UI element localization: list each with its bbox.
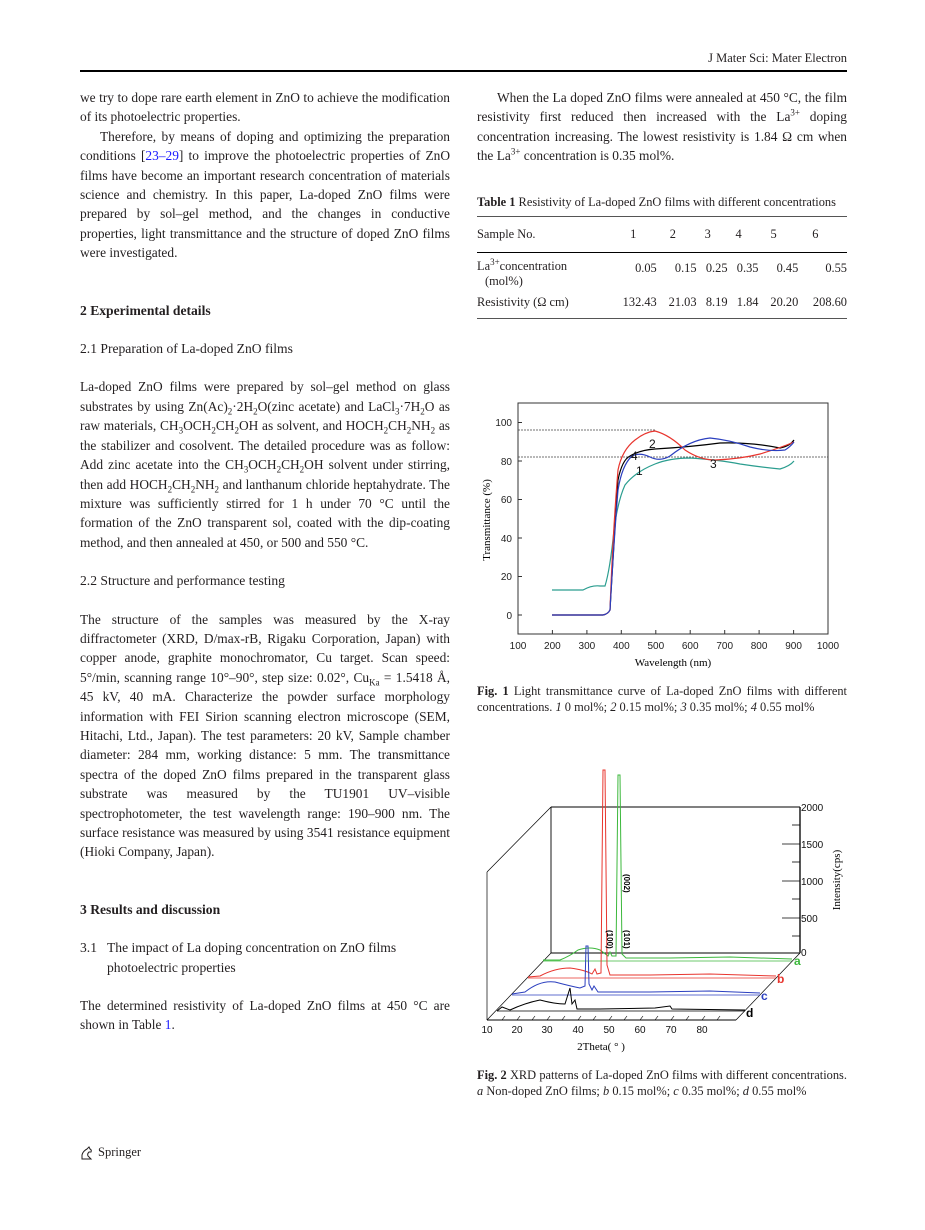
peak-label-002: (002) bbox=[622, 874, 631, 893]
table-row-concentration: $La^{3+}concentration$ (mol%) 0.05 0.15 0.25 0.35 0.45 0.55 bbox=[477, 256, 847, 288]
figure-1-caption: Fig. 1 Light transmittance curve of La-doped ZnO films with different concentrations. 1 0 mol%; 2 0.15 mol%; 3 0.35 mol%; 4 0.55 mol% bbox=[477, 684, 847, 714]
figure-2-caption: Fig. 2 XRD patterns of La-doped ZnO films with different concentrations. a Non-doped ZnO films; b 0.15 mol%; c 0.35 mol%; d 0.55 mol% bbox=[477, 1068, 847, 1098]
svg-text:1000: 1000 bbox=[816, 641, 840, 652]
svg-text:30: 30 bbox=[541, 1025, 553, 1036]
svg-text:0: 0 bbox=[801, 948, 807, 959]
footer bbox=[80, 1145, 141, 1160]
svg-text:50: 50 bbox=[603, 1025, 615, 1036]
journal-header: J Mater Sci: Mater Electron bbox=[708, 51, 847, 65]
section-2-1-paragraph: La-doped ZnO films were prepared by sol–gel method on glass substrates by using $Zn(Ac)_2\cdot 2H_2O(zinc$ acetate) and $LaCl_3\cdot 7H_2O$ as raw materials, $CH_3OCH_2CH_2OH$ as solvent, and $HOCH_2CH_2NH_2$ as the stabilizer and cosolvent. The detailed procedure was as follow: Add zinc acetate into the $CH_3OCH_2CH_2OH$ solvent under stirring, then add $HOCH_2CH_2NH_2$ and lanthanum chloride heptahydrate. The mixture was sufficiently stirred for 1 h under 70 °C until the formation of the ZnO transparent sol, coated with the dip-coating method, and then annealed at 450, or 500 and 550 °C. bbox=[80, 379, 450, 550]
svg-text:40: 40 bbox=[500, 534, 512, 545]
table-header-row: Sample No. 1 2 3 4 5 6 bbox=[477, 217, 847, 252]
table-1-link[interactable]: 1 bbox=[164, 1017, 172, 1033]
section-2-2-paragraph: The structure of the samples was measured by the X-ray diffractometer (XRD, D/max-rB, Rigaku Corporation, Japan) with copper anode, graphite monochromator, Cu target. Scan speed: 5°/min, scanning range 10°–90°, step size: 0.02°, $Cu_{Ka} = 1.5418$ Å, 45 kV, 40 mA. Characterize the powder surface morphology information with FEI Sirion scanning electron microscope (SEM, Hitachi, Ltd., Japan). The test parameters: 20 kV, Sample chamber diameter: 284 mm, working distance: 5 mm. The transmittance spectra of the doped ZnO films prepared in the transparent glass substrate was measured by the TU1901 UV–visible spectrophotometer, the test wavelength range: 190–900 nm. The surface resistance was measured by using 3541 resistance equipment (Hioki Company, Japan). bbox=[80, 611, 450, 860]
section-2-1-heading: 2.1 Preparation of La-doped ZnO films bbox=[80, 341, 293, 357]
svg-text:70: 70 bbox=[665, 1025, 677, 1036]
svg-text:80: 80 bbox=[500, 457, 512, 468]
svg-text:a: a bbox=[794, 954, 801, 968]
springer-horse-icon bbox=[80, 1146, 94, 1160]
figure-1-transmittance-chart bbox=[470, 390, 850, 680]
table-row-resistivity: Resistivity (Ω cm) 132.43 21.03 8.19 1.84 20.20 208.60 bbox=[477, 289, 847, 319]
svg-text:10: 10 bbox=[481, 1025, 493, 1036]
intro-paragraph-1: we try to dope rare earth element in ZnO to achieve the modification of its photoelectric properties. bbox=[80, 90, 450, 125]
svg-text:60: 60 bbox=[500, 495, 512, 506]
svg-text:d: d bbox=[746, 1006, 754, 1020]
svg-text:900: 900 bbox=[785, 641, 802, 652]
fig1-xlabel: Wavelength (nm) bbox=[634, 657, 712, 669]
svg-text:100: 100 bbox=[495, 418, 512, 429]
reference-link-23-29[interactable]: 23–29 bbox=[145, 148, 179, 164]
svg-text:200: 200 bbox=[544, 641, 561, 652]
curve-label-2: 2 bbox=[649, 437, 656, 451]
svg-text:0: 0 bbox=[506, 611, 512, 622]
svg-text:20: 20 bbox=[500, 572, 512, 583]
svg-text:40: 40 bbox=[572, 1025, 584, 1036]
curve-1-icon bbox=[552, 458, 794, 590]
table-1 bbox=[477, 216, 847, 319]
svg-text:600: 600 bbox=[681, 641, 699, 652]
svg-text:100: 100 bbox=[509, 641, 527, 652]
svg-text:500: 500 bbox=[801, 914, 818, 925]
svg-text:c: c bbox=[761, 989, 768, 1003]
intro-paragraph-2: Therefore, by means of doping and optimizing the preparation conditions [23–29] to improve the photoelectric properties of ZnO films have become an important research concentration of materials science and chemistry. In this paper, La-doped ZnO films were prepared by sol–gel method, and the changes in conductive properties, light transmittance and the structure of doped ZnO films were investigated. bbox=[80, 128, 450, 261]
section-2-heading: 2 Experimental details bbox=[80, 302, 211, 318]
svg-text:800: 800 bbox=[750, 641, 768, 652]
svg-text:20: 20 bbox=[511, 1025, 523, 1036]
header-rule bbox=[80, 70, 847, 72]
svg-text:300: 300 bbox=[578, 641, 596, 652]
curve-4-icon bbox=[552, 438, 794, 615]
svg-text:60: 60 bbox=[634, 1025, 646, 1036]
svg-text:500: 500 bbox=[647, 641, 665, 652]
curve-label-3: 3 bbox=[710, 457, 717, 471]
figure-2-xrd-chart bbox=[470, 760, 870, 1060]
svg-text:2000: 2000 bbox=[801, 803, 824, 814]
section-2-2-heading: 2.2 Structure and performance testing bbox=[80, 573, 285, 589]
fig2-xlabel: 2Theta( ° ) bbox=[577, 1041, 625, 1053]
curve-label-4: 4 bbox=[631, 449, 638, 463]
peak-label-100: (100) bbox=[605, 930, 614, 949]
section-3-1-heading: 3.1 The impact of La doping concentration on ZnO films photoelectric properties bbox=[80, 940, 397, 975]
section-3-1-paragraph: The determined resistivity of La-doped ZnO films at 450 °C are shown in Table 1. bbox=[80, 998, 450, 1033]
trace-a-icon bbox=[543, 775, 792, 960]
svg-text:1500: 1500 bbox=[801, 840, 824, 851]
publisher-name: Springer bbox=[98, 1145, 142, 1159]
svg-text:b: b bbox=[777, 972, 785, 986]
svg-text:700: 700 bbox=[716, 641, 734, 652]
fig2-ylabel: Intensity(cps) bbox=[831, 849, 843, 911]
svg-text:400: 400 bbox=[612, 641, 630, 652]
trace-b-icon bbox=[528, 770, 776, 977]
section-3-heading: 3 Results and discussion bbox=[80, 901, 221, 917]
fig1-ylabel: Transmittance (%) bbox=[481, 479, 493, 561]
svg-text:1000: 1000 bbox=[801, 877, 824, 888]
curve-label-1: 1 bbox=[636, 464, 643, 478]
left-column bbox=[80, 88, 450, 1035]
right-column bbox=[477, 88, 847, 319]
peak-label-101: (101) bbox=[622, 930, 631, 949]
table-1-caption: Table 1 Resistivity of La-doped ZnO films with different concentrations bbox=[477, 194, 836, 209]
results-paragraph: When the La doped ZnO films were annealed at 450 °C, the film resistivity first reduced then increased with the $La^{3+}$ doping concentration increasing. The lowest resistivity is 1.84 Ω cm when the $La^{3+}$ concentration is 0.35 mol%. bbox=[477, 90, 847, 164]
svg-text:80: 80 bbox=[696, 1025, 708, 1036]
